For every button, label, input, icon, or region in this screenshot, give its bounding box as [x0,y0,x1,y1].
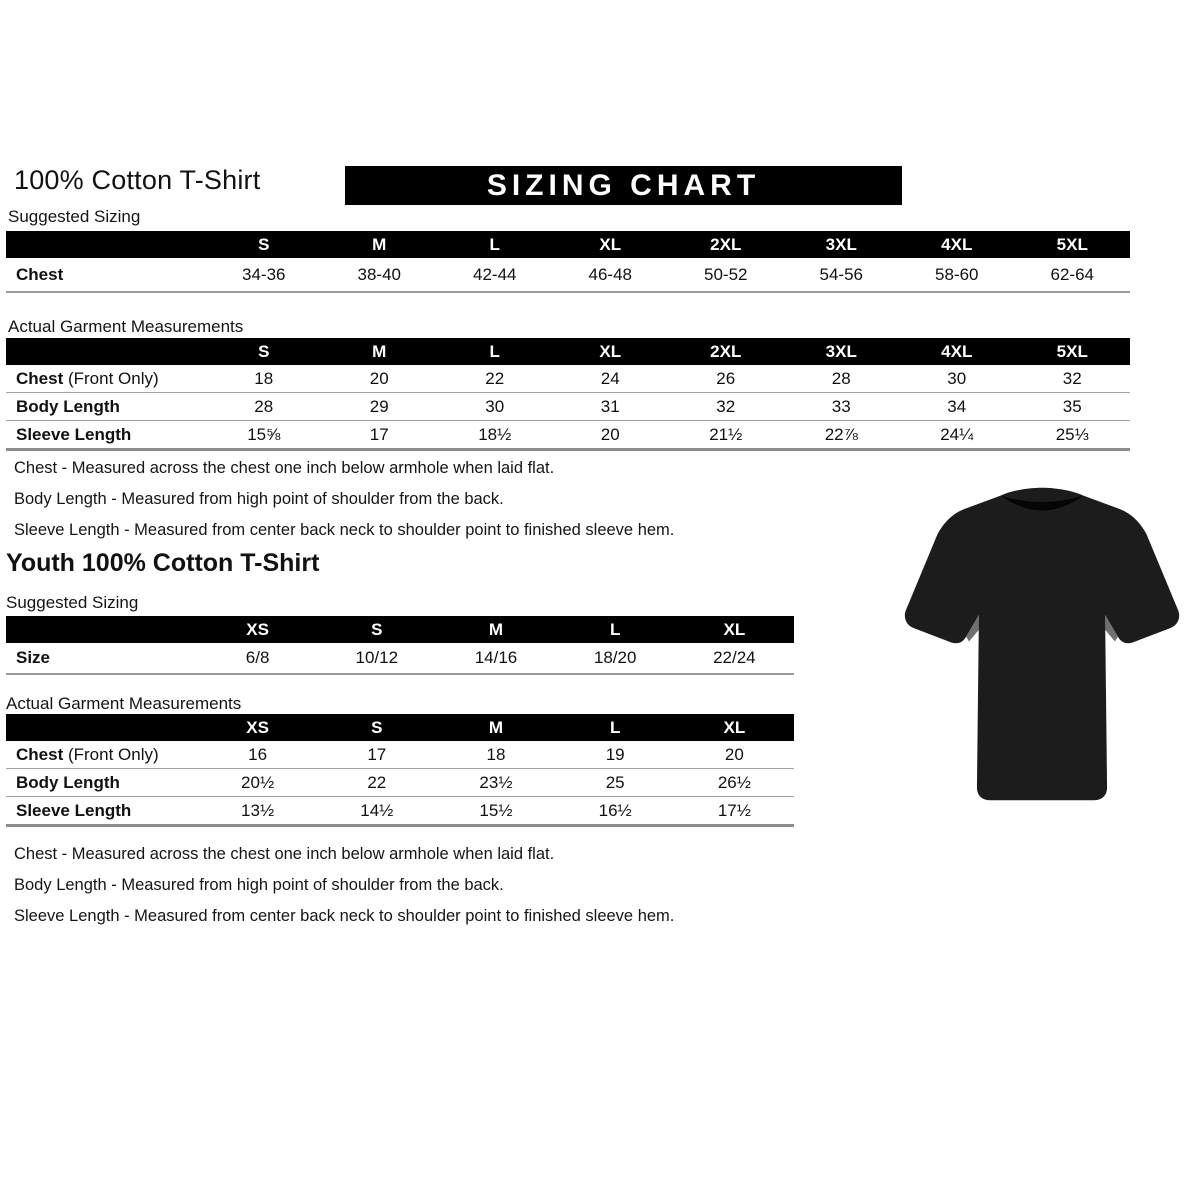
table-row [6,769,794,797]
table-row [6,421,1130,450]
header-row [6,616,794,643]
size-value-cell: 22 [317,769,436,797]
size-value-cell: 24 [553,365,669,393]
size-value-cell: 18 [206,365,322,393]
size-column-header: XL [675,616,794,643]
size-column-header: XL [553,231,669,258]
size-value-cell: 28 [784,365,900,393]
note-sleeve-length: Sleeve Length - Measured from center back neck to shoulder point to finished sleeve hem. [14,521,675,539]
row-label-header [6,338,206,365]
size-value-cell: 16½ [556,797,675,826]
adult-suggested-sizing-label: Suggested Sizing [8,207,141,226]
row-label-header [6,231,206,258]
table-row [6,365,1130,393]
size-column-header: S [206,231,322,258]
youth-measurement-notes [14,845,674,938]
size-value-cell: 20 [675,741,794,769]
size-column-header: 2XL [668,338,784,365]
row-label: Body Length [6,769,198,797]
size-value-cell: 33 [784,393,900,421]
size-column-header: M [436,714,555,741]
size-value-cell: 17 [322,421,438,450]
note-sleeve-length: Sleeve Length - Measured from center back neck to shoulder point to finished sleeve hem. [14,907,675,925]
tshirt-image [893,472,1191,817]
size-value-cell: 14½ [317,797,436,826]
size-column-header: XL [675,714,794,741]
size-column-header: XS [198,616,317,643]
size-value-cell: 35 [1015,393,1131,421]
table-row [6,393,1130,421]
size-value-cell: 31 [553,393,669,421]
size-column-header: M [322,231,438,258]
size-column-header: 5XL [1015,338,1131,365]
size-value-cell: 50-52 [668,258,784,292]
size-column-header: L [437,338,553,365]
size-value-cell: 32 [668,393,784,421]
size-value-cell: 16 [198,741,317,769]
size-value-cell: 19 [556,741,675,769]
adult-actual-measurements-label: Actual Garment Measurements [8,317,244,336]
size-value-cell: 13½ [198,797,317,826]
size-value-cell: 26 [668,365,784,393]
size-column-header: 5XL [1015,231,1131,258]
size-column-header: 4XL [899,231,1015,258]
size-column-header: 3XL [784,338,900,365]
size-column-header: 4XL [899,338,1015,365]
note-chest: Chest - Measured across the chest one inch below armhole when laid flat. [14,459,555,477]
size-column-header: S [317,714,436,741]
size-value-cell: 34-36 [206,258,322,292]
youth-suggested-sizing-label: Suggested Sizing [6,593,139,612]
note-body-length: Body Length - Measured from high point of shoulder from the back. [14,876,504,894]
note-body-length: Body Length - Measured from high point of shoulder from the back. [14,490,504,508]
table-row [6,797,794,826]
size-column-header: 2XL [668,231,784,258]
size-value-cell: 6/8 [198,643,317,674]
youth-suggested-sizing-table [6,616,794,675]
size-value-cell: 22⅞ [784,421,900,450]
size-value-cell: 30 [437,393,553,421]
size-column-header: M [436,616,555,643]
size-value-cell: 18½ [437,421,553,450]
row-label: Sleeve Length [6,797,198,826]
youth-actual-measurements-table [6,714,794,827]
size-column-header: M [322,338,438,365]
table-row [6,741,794,769]
size-value-cell: 24¼ [899,421,1015,450]
size-column-header: S [206,338,322,365]
size-value-cell: 14/16 [436,643,555,674]
size-value-cell: 15½ [436,797,555,826]
adult-suggested-sizing-table [6,231,1130,293]
size-value-cell: 62-64 [1015,258,1131,292]
row-label-header [6,616,198,643]
row-label: Size [6,643,198,674]
youth-section-title: Youth 100% Cotton T-Shirt [6,549,320,577]
table-row [6,258,1130,292]
note-chest: Chest - Measured across the chest one inch below armhole when laid flat. [14,845,555,863]
size-value-cell: 22/24 [675,643,794,674]
size-value-cell: 20 [553,421,669,450]
size-value-cell: 54-56 [784,258,900,292]
table-row [6,643,794,674]
size-column-header: XS [198,714,317,741]
size-value-cell: 58-60 [899,258,1015,292]
size-value-cell: 18/20 [556,643,675,674]
size-column-header: 3XL [784,231,900,258]
size-value-cell: 25⅓ [1015,421,1131,450]
size-value-cell: 42-44 [437,258,553,292]
header-row [6,714,794,741]
header-row [6,231,1130,258]
size-value-cell: 30 [899,365,1015,393]
size-value-cell: 32 [1015,365,1131,393]
row-label: Chest (Front Only) [6,365,206,393]
size-value-cell: 20 [322,365,438,393]
size-value-cell: 20½ [198,769,317,797]
size-value-cell: 38-40 [322,258,438,292]
page-title: 100% Cotton T-Shirt [14,165,261,195]
size-value-cell: 34 [899,393,1015,421]
black-tshirt-icon [893,472,1191,817]
row-label: Chest (Front Only) [6,741,198,769]
size-value-cell: 18 [436,741,555,769]
header-row [6,338,1130,365]
size-column-header: XL [553,338,669,365]
row-label: Body Length [6,393,206,421]
adult-actual-measurements-table [6,338,1130,451]
row-label: Sleeve Length [6,421,206,450]
size-value-cell: 22 [437,365,553,393]
size-column-header: L [437,231,553,258]
size-value-cell: 29 [322,393,438,421]
size-column-header: L [556,616,675,643]
size-value-cell: 25 [556,769,675,797]
size-value-cell: 10/12 [317,643,436,674]
size-value-cell: 15⅝ [206,421,322,450]
size-value-cell: 23½ [436,769,555,797]
size-value-cell: 28 [206,393,322,421]
adult-measurement-notes [14,459,674,552]
size-value-cell: 46-48 [553,258,669,292]
size-column-header: L [556,714,675,741]
size-value-cell: 26½ [675,769,794,797]
sizing-chart-banner [345,166,902,205]
youth-actual-measurements-label: Actual Garment Measurements [6,694,242,713]
row-label-header [6,714,198,741]
size-value-cell: 17 [317,741,436,769]
sizing-chart-banner-label: SIZING CHART [486,168,761,202]
tshirt-body [905,488,1179,800]
size-value-cell: 21½ [668,421,784,450]
row-label: Chest [6,258,206,292]
size-column-header: S [317,616,436,643]
size-value-cell: 17½ [675,797,794,826]
